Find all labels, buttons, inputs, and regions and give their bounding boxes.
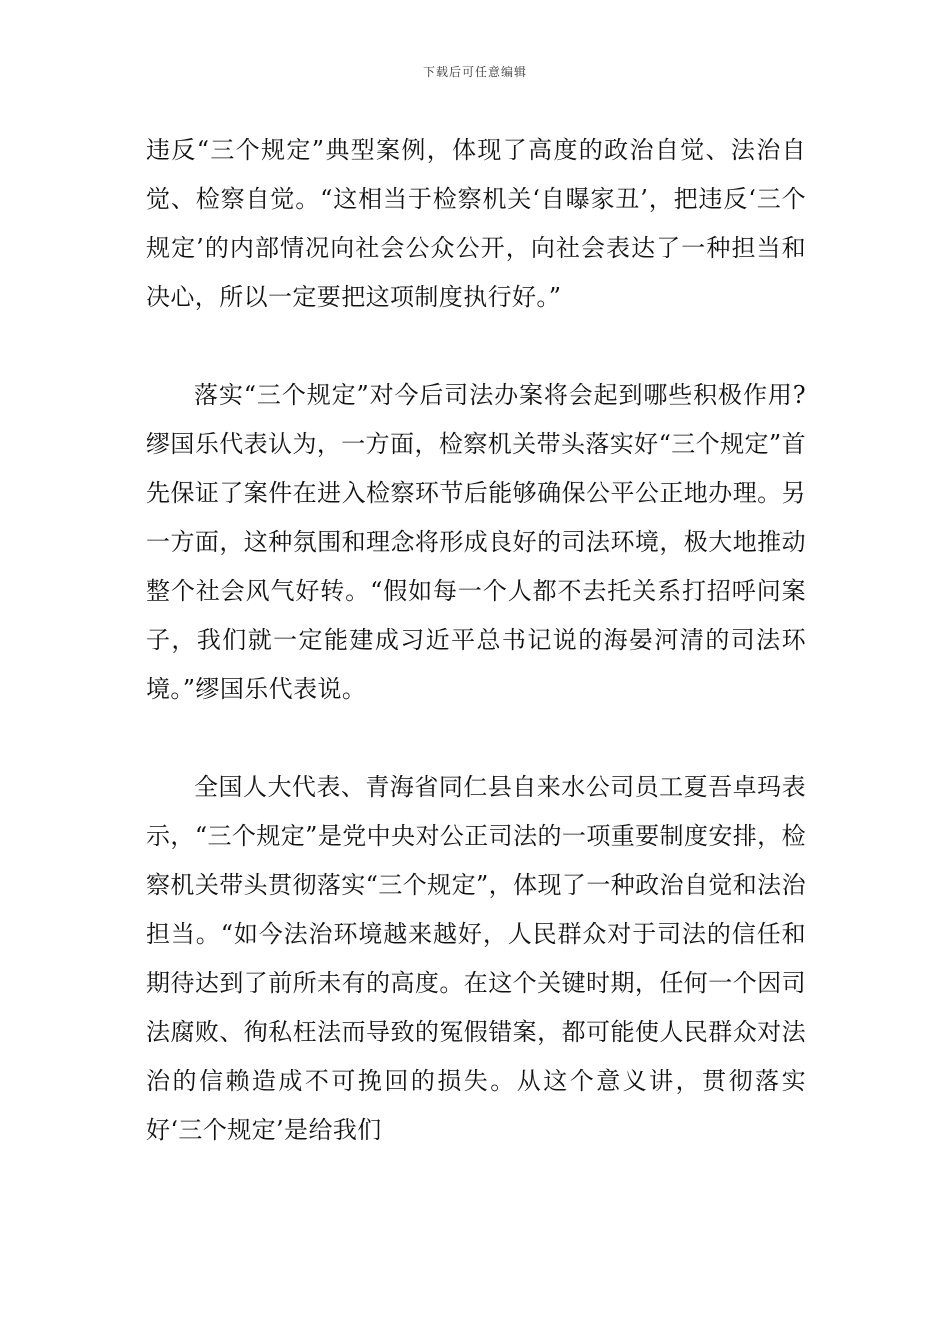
page-header: 下载后可任意编辑 [422, 65, 527, 79]
paragraph-1: 违反“三个规定”典型案例，体现了高度的政治自觉、法治自觉、检察自觉。“这相当于检察机关‘自曝家丑’，把违反‘三个规定’的内部情况向社会公众公开，向社会表达了一种担当和决心，所以一定要把这项制度执行好。” [146, 136, 806, 311]
paragraph-2: 落实“三个规定”对今后司法办案将会起到哪些积极作用?缪国乐代表认为，一方面，检察机关带头落实好“三个规定”首先保证了案件在进入检察环节后能够确保公平公正地办理。另一方面，这种氛围和理念将形成良好的司法环境，极大地推动整个社会风气好转。“假如每一个人都不去托关系打招呼问案子，我们就一定能建成习近平总书记说的海晏河清的司法环境。”缪国乐代表说。 [146, 381, 806, 703]
paragraph-3: 全国人大代表、青海省同仁县自来水公司员工夏吾卓玛表示，“三个规定”是党中央对公正司法的一项重要制度安排，检察机关带头贯彻落实“三个规定”，体现了一种政治自觉和法治担当。“如今法治环境越来越好，人民群众对于司法的信任和期待达到了前所未有的高度。在这个关键时期，任何一个因司法腐败、徇私枉法而导致的冤假错案，都可能使人民群众对法治的信赖造成不可挽回的损失。从这个意义讲，贯彻落实好‘三个规定’是给我们 [146, 773, 806, 1144]
document-body [146, 126, 806, 1155]
